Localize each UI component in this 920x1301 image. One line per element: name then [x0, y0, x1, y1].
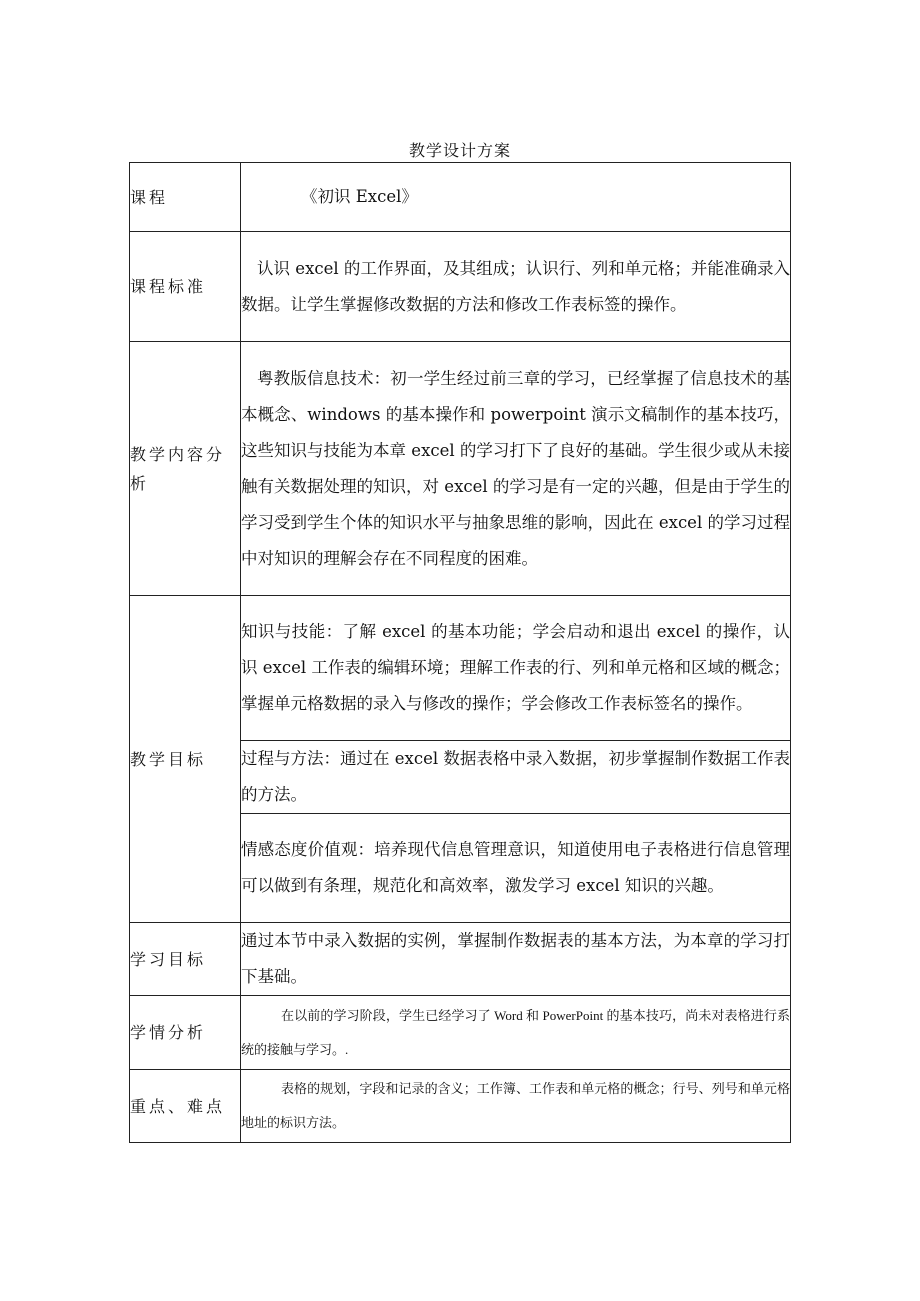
label-analysis: 教学内容分析	[130, 342, 241, 596]
label-standard: 课程标准	[130, 232, 241, 342]
row-situation	[130, 996, 791, 1070]
content-course: 《初识 Excel》	[241, 163, 791, 232]
page-title: 教学设计方案	[408, 141, 511, 160]
row-standard	[130, 232, 791, 342]
label-objectives: 教学目标	[130, 596, 241, 923]
label-course: 课程	[130, 163, 241, 232]
content-objectives-attitude: 情感态度价值观：培养现代信息管理意识，知道使用电子表格进行信息管理可以做到有条理，规范化和高效率，激发学习 excel 知识的兴趣。	[241, 814, 791, 923]
row-keypoints	[130, 1070, 791, 1143]
row-objectives-knowledge	[130, 596, 791, 741]
content-keypoints: 表格的规划，字段和记录的含义；工作簿、工作表和单元格的概念；行号、列号和单元格地址的标识方法。	[241, 1070, 791, 1143]
content-learning: 通过本节中录入数据的实例，掌握制作数据表的基本方法，为本章的学习打下基础。	[241, 923, 791, 996]
label-situation: 学情分析	[130, 996, 241, 1070]
label-learning: 学习目标	[130, 923, 241, 996]
content-objectives-process: 过程与方法：通过在 excel 数据表格中录入数据，初步掌握制作数据工作表的方法。	[241, 741, 791, 814]
row-learning	[130, 923, 791, 996]
content-situation: 在以前的学习阶段，学生已经学习了 Word 和 PowerPoint 的基本技巧，尚未对表格进行系统的接触与学习。.	[241, 996, 791, 1070]
content-standard: 认识 excel 的工作界面，及其组成；认识行、列和单元格；并能准确录入数据。让学生掌握修改数据的方法和修改工作表标签的操作。	[241, 232, 791, 342]
lesson-plan-table	[129, 162, 791, 1143]
content-analysis: 粤教版信息技术：初一学生经过前三章的学习，已经掌握了信息技术的基本概念、windows 的基本操作和 powerpoint 演示文稿制作的基本技巧，这些知识与技能为本章 excel 的学习打下了良好的基础。学生很少或从未接触有关数据处理的知识，对 excel 的学习是有一定的兴趣，但是由于学生的学习受到学生个体的知识水平与抽象思维的影响，因此在 excel 的学习过程中对知识的理解会存在不同程度的困难。	[241, 342, 791, 596]
row-course	[130, 163, 791, 232]
content-objectives-knowledge: 知识与技能：了解 excel 的基本功能；学会启动和退出 excel 的操作，认识 excel 工作表的编辑环境；理解工作表的行、列和单元格和区域的概念；掌握单元格数据的录入与修改的操作；学会修改工作表标签名的操作。	[241, 596, 791, 741]
label-keypoints: 重点、难点	[130, 1070, 241, 1143]
row-analysis	[130, 342, 791, 596]
